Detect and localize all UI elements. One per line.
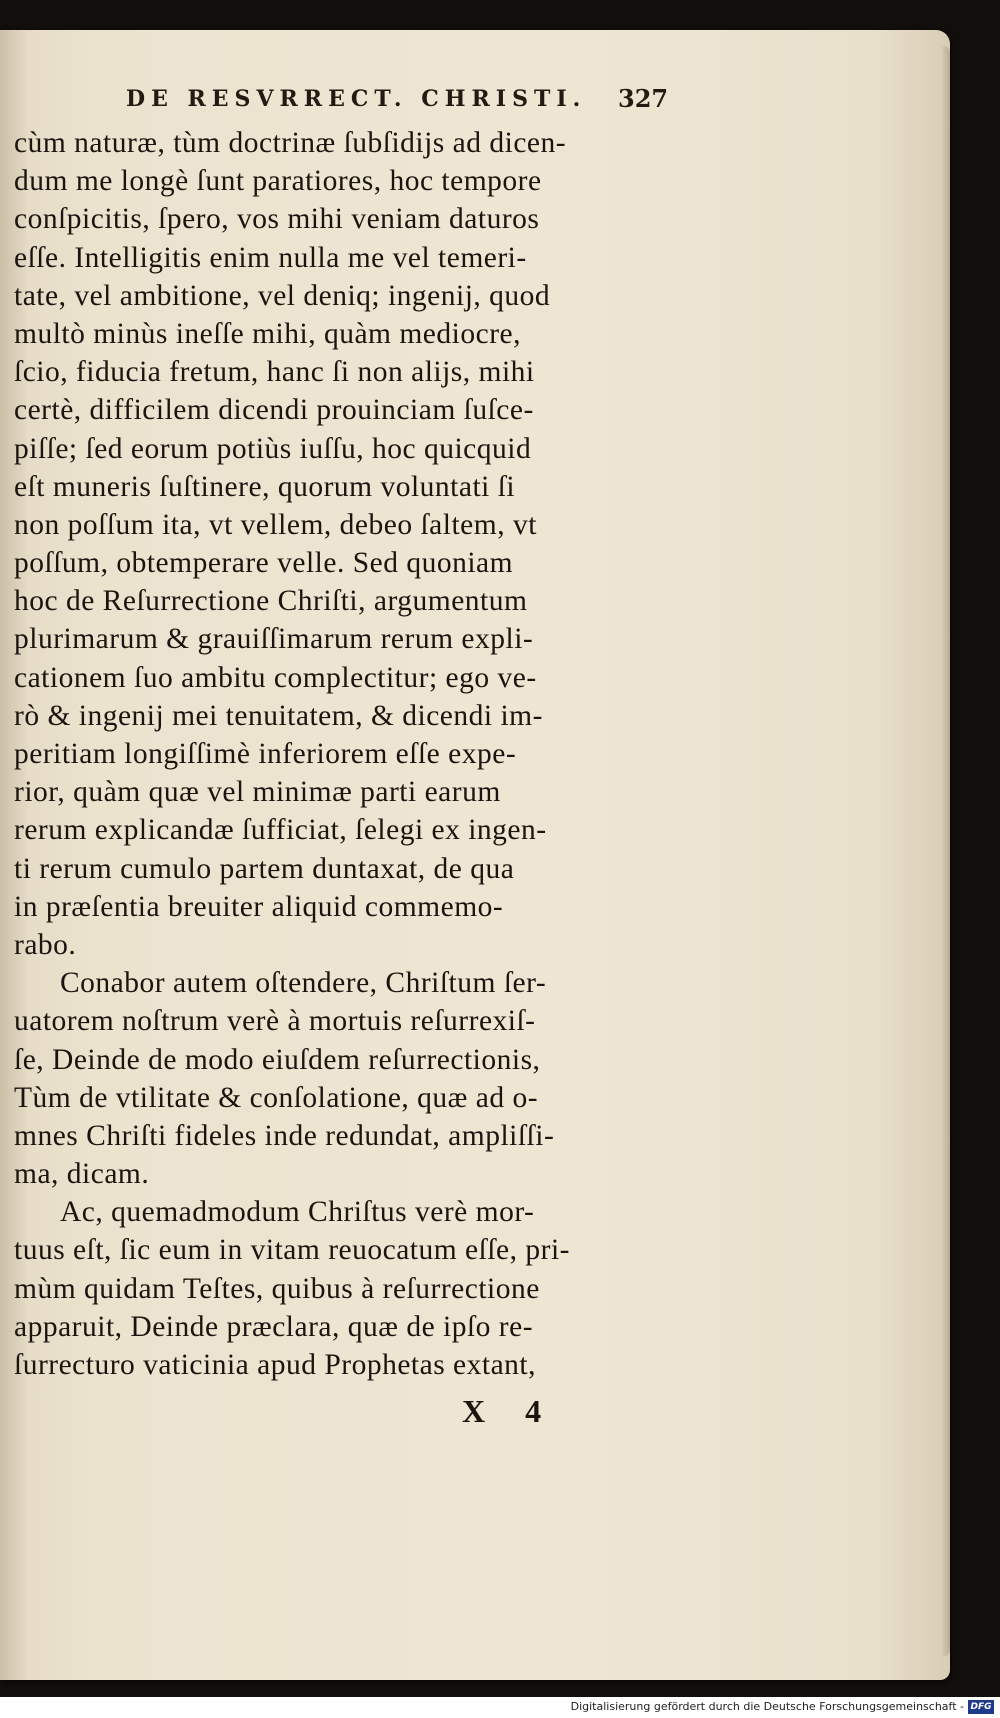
text-line: mùm quidam Teſtes, quibus à reſurrectione <box>14 1272 540 1305</box>
text-line: ti rerum cumulo partem duntaxat, de qua <box>14 852 515 885</box>
text-line: multò minùs ineſſe mihi, quàm mediocre, <box>14 317 521 350</box>
text-block <box>14 124 654 1384</box>
paragraph-2-first-line: Conabor autem oſtendere, Chriſtum ſer- <box>60 967 547 1000</box>
text-line: in præſentia breuiter aliquid commemo- <box>14 890 504 923</box>
page-edge <box>942 46 950 1656</box>
text-line: eſſe. Intelligitis enim nulla me vel temeri- <box>14 241 527 274</box>
dfg-logo-icon: DFG <box>968 1700 994 1714</box>
text-line: uatorem noſtrum verè à mortuis reſurrexiſ- <box>14 1005 536 1038</box>
text-line: tate, vel ambitione, vel deniq; ingenij, quod <box>14 279 551 312</box>
text-line: conſpicitis, ſpero, vos mihi veniam daturos <box>14 203 540 236</box>
footer-credit: Digitalisierung gefördert durch die Deutsche Forschungsgemeinschaft - <box>570 1700 964 1713</box>
text-line: dum me longè ſunt paratiores, hoc tempore <box>14 165 542 198</box>
running-title: DE RESVRRECT. CHRISTI. <box>126 86 587 112</box>
text-line: non poſſum ita, vt vellem, debeo ſaltem, vt <box>14 508 537 541</box>
text-line: rò & ingenij mei tenuitatem, & dicendi im- <box>14 699 543 732</box>
paragraph-3-first-line: Ac, quemadmodum Chriſtus verè mor- <box>60 1196 535 1229</box>
page-number: 327 <box>618 84 669 113</box>
text-line: mnes Chriſti fideles inde redundat, ampliſſi- <box>14 1119 555 1152</box>
text-line: hoc de Reſurrectione Chriſti, argumentum <box>14 585 528 618</box>
text-line: tuus eſt, ſic eum in vitam reuocatum eſſe, pri- <box>14 1234 570 1267</box>
text-line: plurimarum & grauiſſimarum rerum expli- <box>14 623 534 656</box>
text-line: ſcio, fiducia fretum, hanc ſi non alijs, mihi <box>14 356 535 389</box>
text-line: peritiam longiſſimè inferiorem eſſe expe- <box>14 738 517 770</box>
text-line: Tùm de vtilitate & conſolatione, quæ ad o- <box>14 1081 539 1114</box>
running-head <box>0 82 950 122</box>
text-line: cationem ſuo ambitu complectitur; ego ve- <box>14 661 537 694</box>
footer-bar <box>0 1697 1000 1718</box>
text-line: piſſe; ſed eorum potiùs iuſſu, hoc quicquid <box>14 432 532 465</box>
text-line: eſt muneris ſuſtinere, quorum voluntati ſi <box>14 470 516 503</box>
text-line: ſe, Deinde de modo eiuſdem reſurrectionis, <box>14 1043 541 1076</box>
text-line: rerum explicandæ ſufficiat, ſelegi ex ingen- <box>14 814 547 847</box>
signature-mark: X 4 <box>462 1393 558 1429</box>
text-line: ſurrecturo vaticinia apud Prophetas extant, <box>14 1349 537 1381</box>
text-line: rabo. <box>14 928 77 961</box>
text-line: cùm naturæ, tùm doctrinæ ſubſidijs ad dicen- <box>14 127 567 159</box>
text-line: apparuit, Deinde præclara, quæ de ipſo re- <box>14 1310 534 1343</box>
text-line: rior, quàm quæ vel minimæ parti earum <box>14 776 501 809</box>
text-line: ma, dicam. <box>14 1158 150 1191</box>
text-line: certè, difficilem dicendi prouinciam ſuſce- <box>14 394 534 427</box>
text-line: poſſum, obtemperare velle. Sed quoniam <box>14 547 514 580</box>
